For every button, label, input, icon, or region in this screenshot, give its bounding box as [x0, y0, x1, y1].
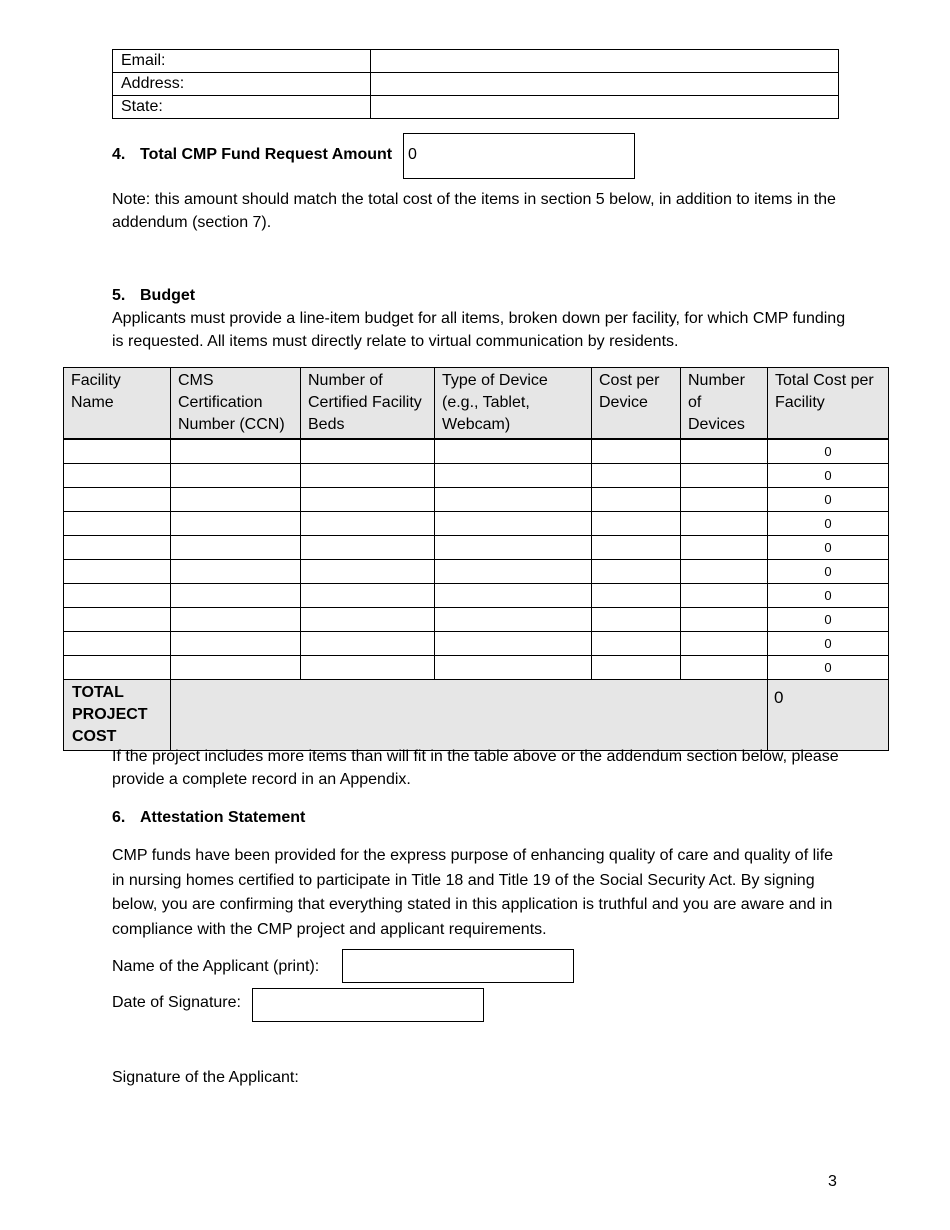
row-total-cell: 0 [768, 656, 889, 680]
cost-per-device-cell[interactable] [592, 632, 681, 656]
facility-name-cell[interactable] [64, 512, 171, 536]
device-type-cell[interactable] [435, 584, 592, 608]
table-row [64, 560, 889, 584]
beds-cell[interactable] [301, 560, 435, 584]
table-row [64, 536, 889, 560]
device-type-cell[interactable] [435, 512, 592, 536]
device-type-cell[interactable] [435, 560, 592, 584]
cost-per-device-cell[interactable] [592, 488, 681, 512]
attestation-statement: CMP funds have been provided for the express purpose of enhancing quality of care and quality of life in nursing homes certified to participate in Title 18 and Title 19 of the Social Security Act. By signing below, you are confirming that everything stated in this application is truthful and you are aware and in compliance with the CMP project and applicant requirements. [112, 847, 834, 938]
col-ccn: CMS Certification Number (CCN) [171, 368, 301, 440]
number-of-devices-cell[interactable] [681, 512, 768, 536]
device-type-cell[interactable] [435, 536, 592, 560]
total-project-cost-row [64, 680, 889, 751]
number-of-devices-cell[interactable] [681, 439, 768, 464]
col-certified-beds: Number of Certified Facility Beds [301, 368, 435, 440]
budget-header-row [64, 368, 889, 440]
section-5-title: Budget [140, 287, 196, 304]
row-total-cell: 0 [768, 584, 889, 608]
cost-per-device-cell[interactable] [592, 464, 681, 488]
ccn-cell[interactable] [171, 584, 301, 608]
beds-cell[interactable] [301, 608, 435, 632]
row-total-cell: 0 [768, 536, 889, 560]
row-total-cell: 0 [768, 560, 889, 584]
applicant-name-label: Name of the Applicant (print): [112, 958, 320, 975]
facility-name-cell[interactable] [64, 439, 171, 464]
cost-per-device-cell[interactable] [592, 608, 681, 632]
table-row [64, 464, 889, 488]
date-of-signature-field[interactable] [252, 988, 484, 1022]
ccn-cell[interactable] [171, 608, 301, 632]
number-of-devices-cell[interactable] [681, 584, 768, 608]
section-5-after-note: If the project includes more items than will fit in the table above or the addendum section below, please provide a complete record in an Appendix. [112, 748, 839, 788]
ccn-cell[interactable] [171, 560, 301, 584]
contact-info-table [112, 49, 839, 119]
cost-per-device-cell[interactable] [592, 536, 681, 560]
applicant-name-field[interactable] [342, 949, 574, 983]
total-project-cost-value: 0 [768, 680, 889, 751]
fund-request-amount-field[interactable]: 0 [403, 133, 635, 179]
device-type-cell[interactable] [435, 439, 592, 464]
number-of-devices-cell[interactable] [681, 656, 768, 680]
number-of-devices-cell[interactable] [681, 488, 768, 512]
cost-per-device-cell[interactable] [592, 439, 681, 464]
row-total-cell: 0 [768, 512, 889, 536]
device-type-cell[interactable] [435, 464, 592, 488]
ccn-cell[interactable] [171, 464, 301, 488]
cost-per-device-cell[interactable] [592, 656, 681, 680]
row-total-cell: 0 [768, 608, 889, 632]
section-4-title: Total CMP Fund Request Amount [140, 146, 393, 163]
section-4-number: 4. [112, 146, 126, 163]
ccn-cell[interactable] [171, 536, 301, 560]
facility-name-cell[interactable] [64, 464, 171, 488]
device-type-cell[interactable] [435, 632, 592, 656]
section-4-note: Note: this amount should match the total cost of the items in section 5 below, in addition to items in the addendum (section 7). [112, 191, 836, 231]
beds-cell[interactable] [301, 464, 435, 488]
section-6-number: 6. [112, 809, 126, 826]
email-label: Email: [113, 50, 371, 73]
facility-name-cell[interactable] [64, 632, 171, 656]
date-of-signature-label: Date of Signature: [112, 994, 241, 1011]
facility-name-cell[interactable] [64, 560, 171, 584]
section-6-heading [112, 808, 305, 828]
section-4-heading [112, 145, 392, 165]
contact-row-email [113, 50, 839, 73]
cost-per-device-cell[interactable] [592, 560, 681, 584]
row-total-cell: 0 [768, 439, 889, 464]
address-field[interactable] [371, 73, 839, 96]
state-field[interactable] [371, 96, 839, 119]
ccn-cell[interactable] [171, 488, 301, 512]
col-cost-per-device: Cost per Device [592, 368, 681, 440]
device-type-cell[interactable] [435, 488, 592, 512]
beds-cell[interactable] [301, 584, 435, 608]
total-row-spacer [171, 680, 768, 751]
table-row [64, 632, 889, 656]
facility-name-cell[interactable] [64, 488, 171, 512]
section-6-title: Attestation Statement [140, 809, 306, 826]
contact-row-address [113, 73, 839, 96]
page-number: 3 [828, 1173, 837, 1190]
facility-name-cell[interactable] [64, 608, 171, 632]
col-total-cost-per-facility: Total Cost per Facility [768, 368, 889, 440]
section-5-heading [112, 286, 195, 306]
number-of-devices-cell[interactable] [681, 632, 768, 656]
beds-cell[interactable] [301, 512, 435, 536]
contact-row-state [113, 96, 839, 119]
col-facility-name: Facility Name [64, 368, 171, 440]
state-label: State: [113, 96, 371, 119]
signature-label: Signature of the Applicant: [112, 1069, 299, 1086]
col-device-type: Type of Device (e.g., Tablet, Webcam) [435, 368, 592, 440]
device-type-cell[interactable] [435, 656, 592, 680]
table-row [64, 584, 889, 608]
budget-table [63, 367, 889, 751]
table-row [64, 656, 889, 680]
facility-name-cell[interactable] [64, 536, 171, 560]
address-label: Address: [113, 73, 371, 96]
row-total-cell: 0 [768, 488, 889, 512]
beds-cell[interactable] [301, 439, 435, 464]
col-number-of-devices: Number of Devices [681, 368, 768, 440]
table-row [64, 512, 889, 536]
ccn-cell[interactable] [171, 439, 301, 464]
section-5-description: Applicants must provide a line-item budget for all items, broken down per facility, for which CMP funding is requested. All items must directly relate to virtual communication by residents. [112, 310, 846, 350]
device-type-cell[interactable] [435, 608, 592, 632]
ccn-cell[interactable] [171, 656, 301, 680]
table-row [64, 488, 889, 512]
number-of-devices-cell[interactable] [681, 536, 768, 560]
cost-per-device-cell[interactable] [592, 584, 681, 608]
ccn-cell[interactable] [171, 632, 301, 656]
beds-cell[interactable] [301, 656, 435, 680]
number-of-devices-cell[interactable] [681, 560, 768, 584]
facility-name-cell[interactable] [64, 656, 171, 680]
number-of-devices-cell[interactable] [681, 608, 768, 632]
cost-per-device-cell[interactable] [592, 512, 681, 536]
email-field[interactable] [371, 50, 839, 73]
total-project-cost-label: TOTAL PROJECT COST [64, 680, 171, 751]
beds-cell[interactable] [301, 632, 435, 656]
row-total-cell: 0 [768, 632, 889, 656]
beds-cell[interactable] [301, 536, 435, 560]
section-5-number: 5. [112, 287, 126, 304]
facility-name-cell[interactable] [64, 584, 171, 608]
row-total-cell: 0 [768, 464, 889, 488]
ccn-cell[interactable] [171, 512, 301, 536]
table-row [64, 608, 889, 632]
beds-cell[interactable] [301, 488, 435, 512]
table-row [64, 439, 889, 464]
number-of-devices-cell[interactable] [681, 464, 768, 488]
